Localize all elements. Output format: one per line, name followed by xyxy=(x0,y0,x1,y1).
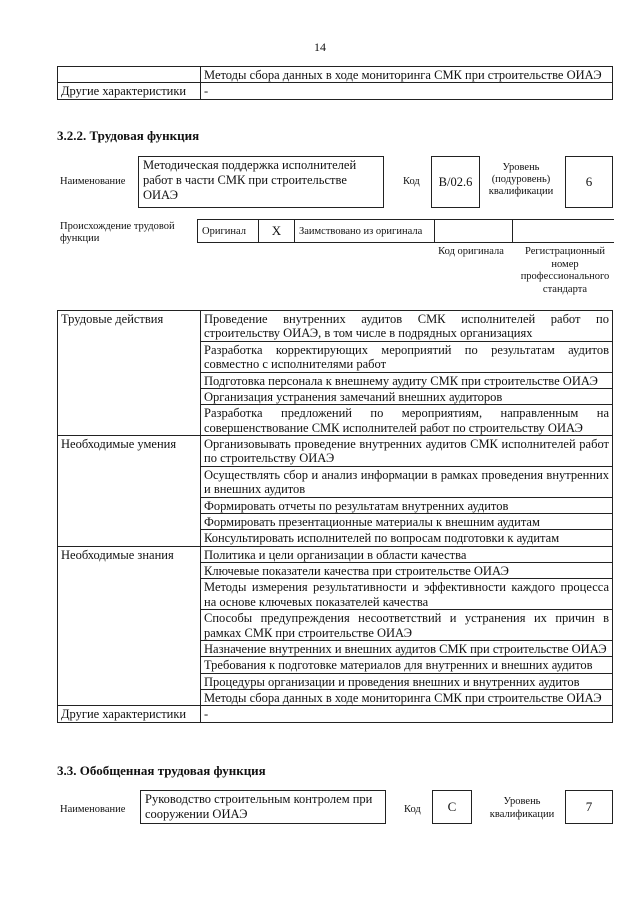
table-cell-label: Другие характеристики xyxy=(58,83,201,99)
code-label: Код xyxy=(404,804,421,815)
table-cell-label xyxy=(58,67,201,83)
table-row xyxy=(58,436,613,467)
table-cell-text: Организовывать проведение внутренних аудитов СМК исполнителей работ по строительству ОИАЭ xyxy=(201,436,613,467)
table-row xyxy=(58,83,613,99)
table-cell-text: Методы сбора данных в ходе мониторинга СМК при строительстве ОИАЭ xyxy=(201,690,613,706)
table-cell-text: Формировать презентационные материалы к внешним аудитам xyxy=(201,513,613,529)
table-cell-text: Разработка предложений по мероприятиям, направленным на совершенствование СМК исполнителей работ по строительству ОИАЭ xyxy=(201,405,613,436)
code-value: B/02.6 xyxy=(431,156,480,208)
name-label: Наименование xyxy=(60,804,126,815)
page-number: 14 xyxy=(314,40,326,54)
table-cell-text: - xyxy=(201,706,613,722)
origin-label: Происхождение трудовой функции xyxy=(60,221,175,245)
level-label: Уровень (подуровень) квалификации xyxy=(488,162,554,198)
name-label: Наименование xyxy=(60,176,126,187)
level-label: Уровень квалификации xyxy=(489,796,555,821)
group-label: Необходимые знания xyxy=(58,546,201,706)
table-cell-text: Организация устранения замечаний внешних аудиторов xyxy=(201,388,613,404)
table-cell-text: Формировать отчеты по результатам внутренних аудитов xyxy=(201,497,613,513)
section-heading: 3.3. Обобщенная трудовая функция xyxy=(57,763,266,778)
divider xyxy=(512,219,513,243)
table-row xyxy=(58,67,613,83)
group-label: Трудовые действия xyxy=(58,311,201,436)
code-label: Код xyxy=(403,176,420,187)
function-name: Руководство строительным контролем при сооружении ОИАЭ xyxy=(140,790,386,824)
borrowed-label: Заимствовано из оригинала xyxy=(299,226,423,237)
group-label: Необходимые умения xyxy=(58,436,201,547)
table-row xyxy=(58,546,613,562)
divider xyxy=(434,219,435,243)
code-original-label: Код оригинала xyxy=(438,246,504,257)
table-cell-text: Политика и цели организации в области качества xyxy=(201,546,613,562)
table-cell-text: Способы предупреждения несоответствий и устранения их причин в рамках СМК при строительстве ОИАЭ xyxy=(201,610,613,641)
level-value: 6 xyxy=(565,156,613,208)
section-heading: 3.2.2. Трудовая функция xyxy=(57,128,200,143)
table-cell-text: Методы сбора данных в ходе мониторинга СМК при строительстве ОИАЭ xyxy=(201,67,613,83)
table-cell-text: Процедуры организации и проведения внешних и внутренних аудитов xyxy=(201,673,613,689)
group-label: Другие характеристики xyxy=(58,706,201,722)
level-value: 7 xyxy=(565,790,613,824)
table-row xyxy=(58,706,613,722)
top-table xyxy=(57,66,613,100)
table-cell-text: Разработка корректирующих мероприятий по результатам аудитов совместно с исполнителями работ xyxy=(201,341,613,372)
table-cell-text: Требования к подготовке материалов для внутренних и внешних аудитов xyxy=(201,657,613,673)
reg-number-label: Регистрационный номер профессионального стандарта xyxy=(520,246,610,295)
table-cell-text: Проведение внутренних аудитов СМК исполнителей работ по строительству ОИАЭ, в том числе в подрядных организациях xyxy=(201,311,613,342)
function-name: Методическая поддержка исполнителей работ в части СМК при строительстве ОИАЭ xyxy=(138,156,384,208)
table-cell-text: Консультировать исполнителей по вопросам подготовки к аудитам xyxy=(201,530,613,546)
table-cell-text: Подготовка персонала к внешнему аудиту СМК при строительстве ОИАЭ xyxy=(201,372,613,388)
table-cell-text: Ключевые показатели качества при строительстве ОИАЭ xyxy=(201,563,613,579)
code-value: C xyxy=(432,790,472,824)
main-table xyxy=(57,310,613,723)
table-row xyxy=(58,311,613,342)
table-cell-text: - xyxy=(201,83,613,99)
original-mark: X xyxy=(258,219,295,243)
table-cell-text: Назначение внутренних и внешних аудитов СМК при строительстве ОИАЭ xyxy=(201,640,613,656)
table-cell-text: Осуществлять сбор и анализ информации в рамках проведения внутренних и внешних аудитов xyxy=(201,466,613,497)
original-label: Оригинал xyxy=(202,226,246,237)
table-cell-text: Методы измерения результативности и эффективности каждого процесса на основе ключевых показателей качества xyxy=(201,579,613,610)
